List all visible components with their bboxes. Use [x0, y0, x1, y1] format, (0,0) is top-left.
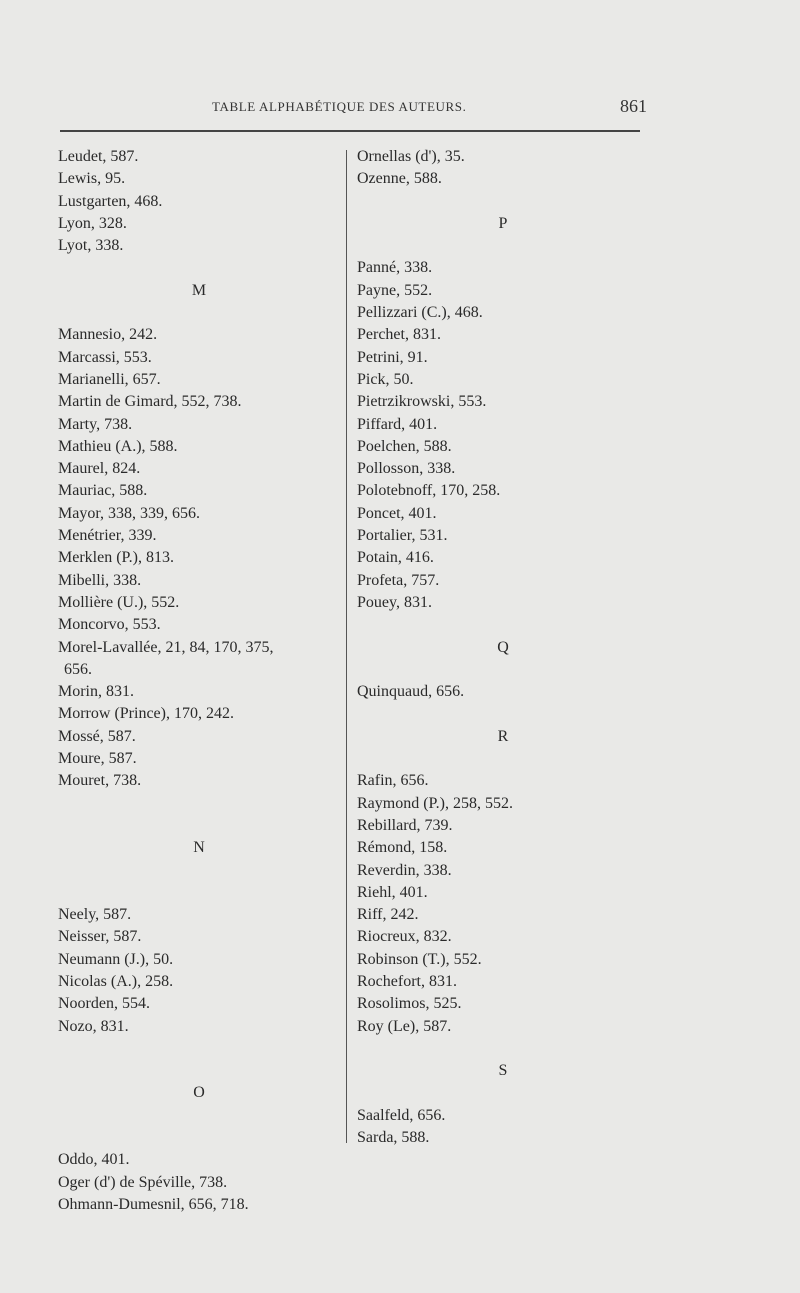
index-entry: Oger (d') de Spéville, 738.	[58, 1173, 228, 1191]
index-entry: Piffard, 401.	[357, 415, 438, 433]
spacer	[357, 748, 647, 770]
index-entry: Mathieu (A.), 588.	[58, 437, 178, 455]
spacer	[58, 860, 344, 882]
index-entry: Ornellas (d'), 35.	[357, 148, 465, 165]
index-entry: Rebillard, 739.	[357, 816, 453, 834]
index-entry: Rémond, 158.	[357, 839, 448, 857]
index-entry: Mayor, 338, 339, 656.	[58, 504, 201, 522]
index-entry: Riff, 242.	[357, 906, 419, 924]
index-entry: Moure, 587.	[58, 750, 137, 768]
spacer	[58, 302, 344, 324]
index-entry: Riehl, 401.	[357, 883, 428, 901]
index-entry: Poncet, 401.	[357, 504, 437, 522]
s-entries	[357, 1105, 647, 1150]
section-letter-o: O	[193, 1084, 205, 1102]
index-entry: Lyon, 328.	[58, 214, 127, 232]
spacer	[58, 1127, 344, 1149]
index-entry: Pouey, 831.	[357, 593, 432, 611]
index-entry: Reverdin, 338.	[357, 861, 452, 879]
index-entry: Polotebnoff, 170, 258.	[357, 482, 501, 500]
spacer	[58, 1105, 344, 1127]
spacer	[357, 1082, 647, 1104]
index-entry: Mannesio, 242.	[58, 326, 158, 344]
o-entries-continued	[357, 146, 647, 191]
spacer	[357, 659, 647, 681]
section-letter-r: R	[497, 727, 509, 745]
index-entry: Neumann (J.), 50.	[58, 950, 174, 968]
index-entry: Rafin, 656.	[357, 772, 429, 790]
index-entry: Rosolimos, 525.	[357, 995, 462, 1013]
index-entry: Roy (Le), 587.	[357, 1017, 452, 1035]
index-entry: Neely, 587.	[58, 906, 132, 924]
header-rule	[60, 130, 640, 132]
index-entry: Pietrzikrowski, 553.	[357, 393, 487, 411]
index-entry: Mollière (U.), 552.	[58, 593, 180, 611]
section-letter-q: Q	[497, 638, 509, 656]
index-entry: Perchet, 831.	[357, 326, 441, 344]
index-entry: Marcassi, 553.	[58, 348, 152, 366]
index-entry: Morin, 831.	[58, 683, 134, 701]
index-entry: Merklen (P.), 813.	[58, 549, 174, 567]
index-entry: Lustgarten, 468.	[58, 192, 163, 210]
index-entry: Sarda, 588.	[357, 1129, 430, 1147]
o-entries	[58, 1149, 344, 1216]
index-entry: Quinquaud, 656.	[357, 683, 465, 701]
spacer	[58, 793, 344, 815]
index-entry: Morrow (Prince), 170, 242.	[58, 705, 234, 723]
index-entry: Robinson (T.), 552.	[357, 950, 482, 968]
spacer	[58, 882, 344, 904]
index-entry: Petrini, 91.	[357, 348, 428, 366]
p-entries	[357, 257, 647, 614]
index-entry: Ozenne, 588.	[357, 170, 442, 188]
index-entry: Profeta, 757.	[357, 571, 440, 589]
index-entry: Portalier, 531.	[357, 527, 448, 545]
index-entry: Mibelli, 338.	[58, 571, 142, 589]
index-entry: Nozo, 831.	[58, 1017, 129, 1035]
r-entries	[357, 770, 647, 1038]
index-entry: Marianelli, 657.	[58, 370, 161, 388]
left-column	[58, 146, 344, 1216]
index-entry: Rochefort, 831.	[357, 972, 457, 990]
spacer	[58, 257, 344, 279]
index-entry: Neisser, 587.	[58, 928, 142, 946]
q-entries	[357, 681, 647, 703]
index-entry: Leudet, 587.	[58, 148, 139, 165]
index-entry: Menétrier, 339.	[58, 527, 157, 545]
spacer	[357, 1038, 647, 1060]
column-divider	[346, 150, 347, 1143]
index-entry-continuation: 656.	[64, 660, 92, 678]
section-letter-s: S	[498, 1062, 508, 1080]
spacer	[58, 815, 344, 837]
section-letter-m: M	[191, 281, 207, 299]
running-header	[0, 96, 800, 120]
index-entry: Pollosson, 338.	[357, 460, 456, 478]
index-entry: Maurel, 824.	[58, 460, 141, 478]
index-entry: Raymond (P.), 258, 552.	[357, 794, 513, 812]
index-entry: Riocreux, 832.	[357, 928, 452, 946]
index-entry: Mauriac, 588.	[58, 482, 148, 500]
index-entry: Martin de Gimard, 552, 738.	[58, 393, 242, 411]
index-entry: Noorden, 554.	[58, 995, 150, 1013]
index-entry: Marty, 738.	[58, 415, 133, 433]
index-entry: Pellizzari (C.), 468.	[357, 304, 483, 322]
n-entries	[58, 904, 344, 1038]
index-entry: Poelchen, 588.	[357, 437, 452, 455]
index-entry: Payne, 552.	[357, 281, 433, 299]
spacer	[357, 235, 647, 257]
index-entry: Saalfeld, 656.	[357, 1106, 446, 1124]
index-entry: Moncorvo, 553.	[58, 616, 161, 634]
l-entries	[58, 146, 344, 257]
spacer	[357, 703, 647, 725]
index-entry: Nicolas (A.), 258.	[58, 972, 174, 990]
spacer	[357, 614, 647, 636]
spacer	[58, 1060, 344, 1082]
index-entry: Lyot, 338.	[58, 237, 124, 255]
spacer	[58, 1038, 344, 1060]
index-entry: Pick, 50.	[357, 370, 414, 388]
running-title: TABLE ALPHABÉTIQUE DES AUTEURS.	[212, 99, 467, 114]
index-entry: Potain, 416.	[357, 549, 434, 567]
spacer	[357, 191, 647, 213]
index-entry: Lewis, 95.	[58, 170, 126, 188]
m-entries	[58, 324, 344, 792]
index-entry: Mossé, 587.	[58, 727, 136, 745]
index-entry: Mouret, 738.	[58, 772, 142, 790]
right-column	[357, 146, 647, 1149]
index-entry: Morel-Lavallée, 21, 84, 170, 375,	[58, 638, 274, 656]
section-letter-p: P	[498, 214, 508, 232]
section-letter-n: N	[193, 839, 205, 857]
index-entry: Ohmann-Dumesnil, 656, 718.	[58, 1195, 249, 1213]
page-number: 861	[620, 96, 647, 116]
index-entry: Oddo, 401.	[58, 1151, 130, 1169]
index-entry: Panné, 338.	[357, 259, 433, 277]
